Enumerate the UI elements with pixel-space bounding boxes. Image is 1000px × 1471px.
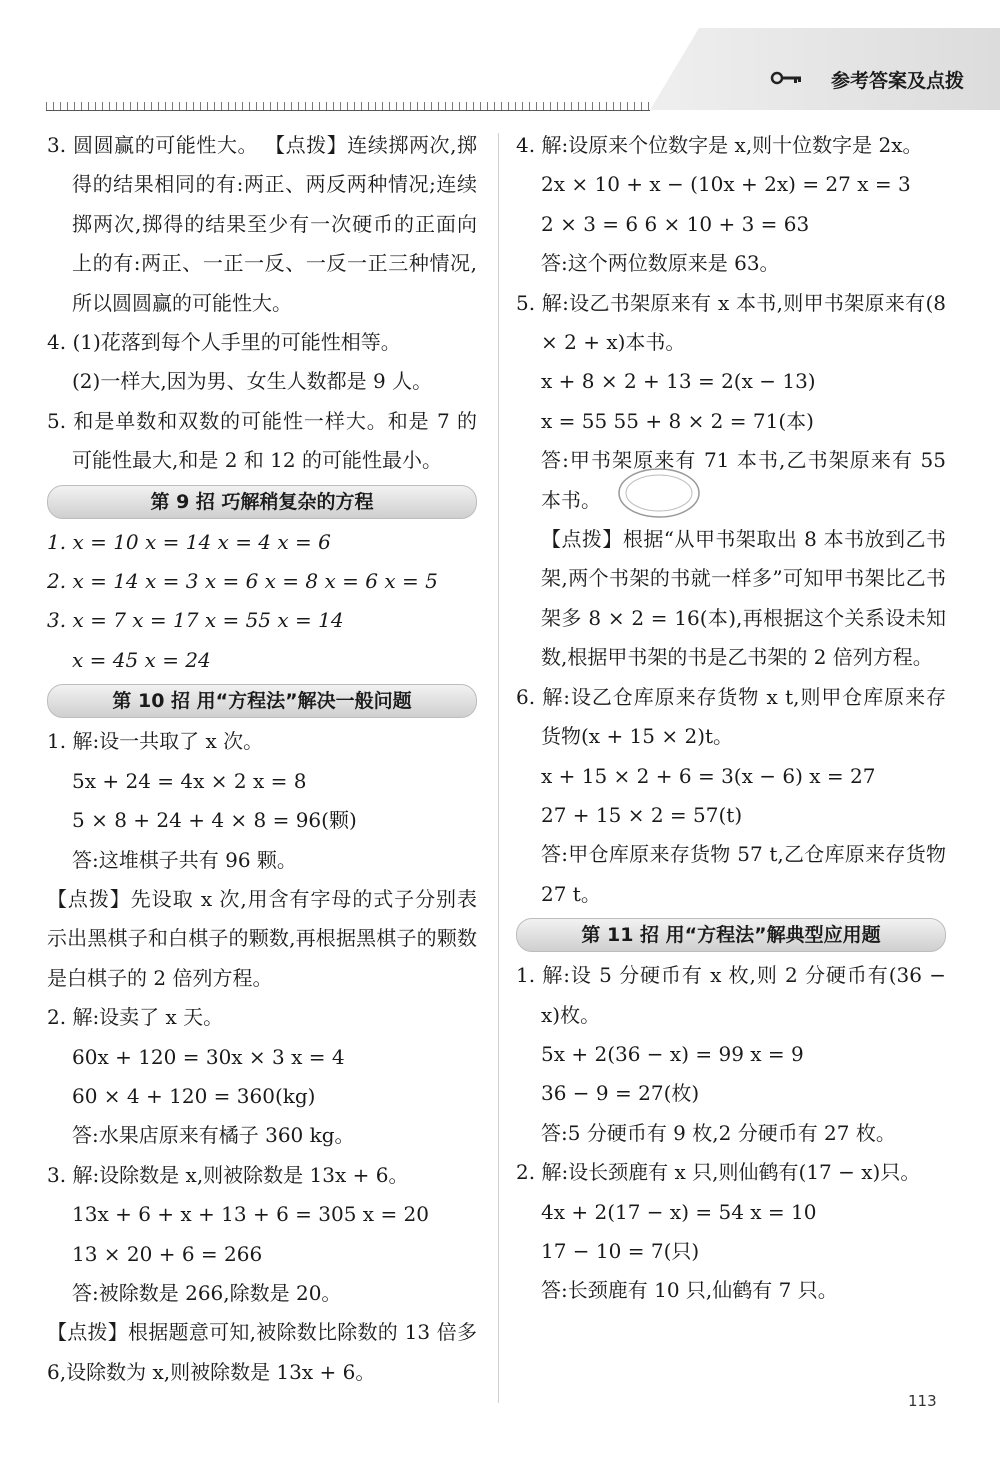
answer-line: 答:甲仓库原来存货物 57 t,乙仓库原来存货物 27 t。 [541,842,946,906]
solution-line: 6. 解:设乙仓库原来存货物 x t,则甲仓库原来存货物(x + 15 × 2)t。 [516,684,946,749]
equation-line: 36 − 9 = 27(枚) [541,1081,700,1106]
equation-line: 13 × 20 + 6 = 266 [72,1241,263,1266]
equation-row: 3. x = 7 x = 17 x = 55 x = 14 [47,608,344,633]
equation-line: 5x + 24 = 4x × 2 x = 8 [72,768,307,793]
solution-line: 2. 解:设长颈鹿有 x 只,则仙鹤有(17 − x)只。 [516,1160,921,1185]
hint-paragraph: 【点拨】根据题意可知,被除数比除数的 13 倍多 6,设除数为 x,则被除数是 13x + 6。 [47,1320,477,1384]
answer-line: 答:甲书架原来有 71 本书,乙书架原来有 55 本书。 [541,448,946,512]
answer-3: 3. 圆圆赢的可能性大。 【点拨】连续掷两次,掷得的结果相同的有:两正、两反两种情况;连续掷两次,掷得的结果至少有一次硬币的正面向上的有:两正、一正一反、一反一正三种情况,所以圆圆赢的可能性大。 [47,133,477,315]
answer-line: 答:长颈鹿有 10 只,仙鹤有 7 只。 [541,1278,838,1303]
answer-line: 答:5 分硬币有 9 枚,2 分硬币有 27 枚。 [541,1120,896,1145]
equation-line: 60x + 120 = 30x × 3 x = 4 [72,1044,345,1069]
equation-line: x = 55 55 + 8 × 2 = 71(本) [541,408,814,433]
equation-line: 17 − 10 = 7(只) [541,1238,700,1263]
solution-line: 4. 解:设原来个位数字是 x,则十位数字是 2x。 [516,133,923,157]
equation-line: 2x × 10 + x − (10x + 2x) = 27 x = 3 [541,172,911,197]
answer-4-1: 4. (1)花落到每个人手里的可能性相等。 [47,330,401,355]
stamp-seal [614,463,704,523]
equation-line: 4x + 2(17 − x) = 54 x = 10 [541,1199,817,1224]
equation-line: 27 + 15 × 2 = 57(t) [541,802,743,827]
hint-paragraph: 【点拨】先设取 x 次,用含有字母的式子分别表示出黑棋子和白棋子的颗数,再根据黑棋子的颗数是白棋子的 2 倍列方程。 [47,886,477,990]
page-number: 113 [908,1392,937,1410]
header-title: 参考答案及点拨 [830,70,964,92]
column-divider [498,133,499,1403]
hint-paragraph: 【点拨】根据“从甲书架取出 8 本书放到乙书架,两个书架的书就一样多”可知甲书架比乙书架多 8 × 2 = 16(本),再根据这个关系设未知数,根据甲书架的书是乙书架的 2 倍列方程。 [541,527,946,670]
equation-line: 60 × 4 + 120 = 360(kg) [72,1083,316,1108]
solution-line: 3. 解:设除数是 x,则被除数是 13x + 6。 [47,1162,409,1187]
equation-row: 1. x = 10 x = 14 x = 4 x = 6 [47,529,331,554]
section-heading-9: 第 9 招 巧解稍复杂的方程 [47,485,477,519]
solution-line: 2. 解:设卖了 x 天。 [47,1005,224,1030]
solution-line: 5. 解:设乙书架原来有 x 本书,则甲书架原来有(8 × 2 + x)本书。 [516,290,946,355]
section-heading-10: 第 10 招 用“方程法”解决一般问题 [47,684,477,718]
equation-line: 5x + 2(36 − x) = 99 x = 9 [541,1041,804,1066]
answer-line: 答:被除数是 266,除数是 20。 [72,1280,342,1305]
answer-4-2: (2)一样大,因为男、女生人数都是 9 人。 [72,369,433,394]
equation-line: x + 15 × 2 + 6 = 3(x − 6) x = 27 [541,763,876,788]
equation-line: 5 × 8 + 24 + 4 × 8 = 96(颗) [72,808,357,833]
equation-line: 2 × 3 = 6 6 × 10 + 3 = 63 [541,211,810,236]
watermark [258,1024,283,1080]
equation-row: x = 45 x = 24 [72,647,211,672]
left-column [47,126,477,1392]
section-heading-11: 第 11 招 用“方程法”解典型应用题 [516,918,946,952]
answer-line: 答:水果店原来有橘子 360 kg。 [72,1123,355,1148]
equation-line: 13x + 6 + x + 13 + 6 = 305 x = 20 [72,1202,430,1227]
solution-line: 1. 解:设一共取了 x 次。 [47,729,264,754]
answer-5: 5. 和是单数和双数的可能性一样大。和是 7 的可能性最大,和是 2 和 12 的可能性最小。 [47,408,477,473]
equation-row: 2. x = 14 x = 3 x = 6 x = 8 x = 6 x = 5 [47,569,438,594]
key-icon [770,70,802,89]
answer-line: 答:这个两位数原来是 63。 [541,251,780,276]
equation-line: x + 8 × 2 + 13 = 2(x − 13) [541,369,816,394]
right-column [516,126,946,1311]
ruler-decoration [46,100,650,111]
answer-line: 答:这堆棋子共有 96 颗。 [72,847,297,872]
solution-line: 1. 解:设 5 分硬币有 x 枚,则 2 分硬币有(36 − x)枚。 [516,963,946,1027]
